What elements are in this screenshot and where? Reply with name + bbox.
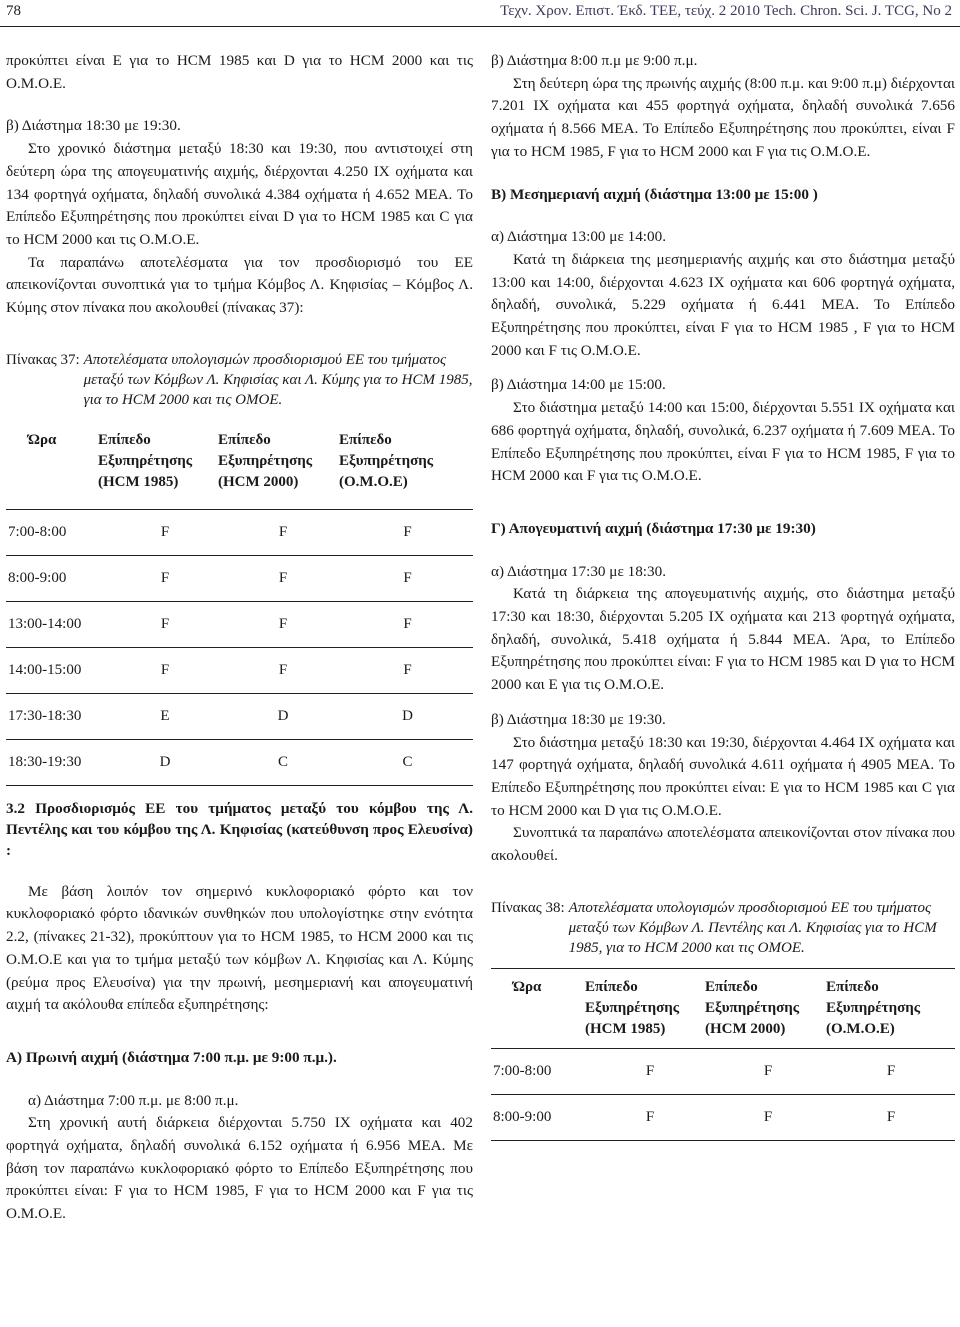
paragraph: Κατά τη διάρκεια της μεσημεριανής αιχμής και στο διάστημα μεταξύ 13:00 και 14:00, διέρχονται 4.623 IX οχήματα και 606 φορτηγά οχήματα, δηλαδή, συνολικά, 5.229 οχήματα ή 6.441 ΜΕΑ. Το Επίπεδο Εξυπηρέτησης που προκύπτει, είναι F για το HCM 1985 , F για το HCM 2000 και F τις Ο.Μ.Ο.Ε. — [491, 250, 955, 359]
interval-heading: β) Διάστημα 8:00 π.μ με 9:00 π.μ. — [491, 52, 698, 69]
header-cell: Ώρα — [28, 431, 57, 448]
time-cell: 7:00-8:00 — [493, 1062, 552, 1079]
time-cell: 18:30-19:30 — [8, 753, 82, 770]
los-cell: D — [402, 707, 413, 724]
page-number: 78 — [6, 3, 21, 19]
interval-heading: β) Διάστημα 18:30 με 19:30. — [6, 117, 181, 135]
table-38-caption — [491, 898, 955, 958]
table-body — [6, 510, 473, 786]
los-cell: F — [278, 615, 288, 632]
table-rule — [491, 1140, 955, 1141]
los-cell: C — [277, 753, 288, 770]
los-cell: F — [763, 1062, 773, 1079]
table-37-caption — [6, 350, 473, 410]
los-cell: F — [160, 569, 170, 586]
table-row — [6, 510, 473, 555]
running-title: Τεχν. Χρον. Επιστ. Έκδ. ΤΕΕ, τεύχ. 2 2010 Tech. Chron. Sci. J. TCG, No 2 — [500, 3, 952, 19]
los-cell: F — [278, 569, 288, 586]
los-cell: F — [278, 661, 288, 678]
header-cell: Ώρα — [513, 978, 542, 995]
time-cell: 8:00-9:00 — [493, 1108, 552, 1125]
table-header-row — [6, 430, 473, 493]
time-cell: 8:00-9:00 — [8, 569, 67, 586]
header-cell: Επίπεδο Εξυπηρέτησης (HCM 1985) — [585, 978, 680, 1037]
los-cell: F — [403, 615, 412, 632]
interval-heading: β) Διάστημα 14:00 με 15:00. — [491, 376, 666, 394]
time-cell: 13:00-14:00 — [8, 615, 82, 632]
los-cell: F — [645, 1108, 655, 1125]
paragraph: Συνοπτικά τα παραπάνω αποτελέσματα απεικονίζονται στον πίνακα που ακολουθεί. — [491, 824, 955, 865]
los-cell: F — [763, 1108, 773, 1125]
los-cell: F — [403, 523, 412, 540]
paragraph: Στο διάστημα μεταξύ 18:30 και 19:30, διέρχονται 4.464 IX οχήματα και 147 φορτηγά οχήματα, δηλαδή συνολικά 4.611 οχήματα ή 4905 ΜΕΑ. Το Επίπεδο Εξυπηρέτησης που προκύπτει είναι: E για το HCM 1985 και C για το HCM 2000 και D για τις Ο.Μ.Ο.Ε. — [491, 733, 955, 819]
interval-heading: α) Διάστημα 7:00 π.μ. με 8:00 π.μ. — [28, 1091, 239, 1109]
table-38 — [491, 977, 955, 1141]
header-cell: Επίπεδο Εξυπηρέτησης (Ο.Μ.Ο.Ε) — [826, 978, 921, 1037]
header-cell: Επίπεδο Εξυπηρέτησης (Ο.Μ.Ο.Ε) — [339, 431, 434, 490]
header-cell: Επίπεδο Εξυπηρέτησης (HCM 2000) — [705, 978, 800, 1037]
table-row — [6, 556, 473, 601]
paragraph: Στο χρονικό διάστημα μεταξύ 18:30 και 19:30, που αντιστοιχεί στη δεύτερη ώρα της απογευματινής αιχμής, διέρχονται 4.250 IX οχήματα και 134 φορτηγά οχήματα, δηλαδή συνολικά 4.384 οχήματα ή 4.652 ΜΕΑ. Το Επίπεδο Εξυπηρέτησης που προκύπτει είναι D για το HCM 1985 και C για το HCM 2000 και τις Ο.Μ.Ο.Ε. — [6, 140, 473, 248]
header-cell: Επίπεδο Εξυπηρέτησης (HCM 1985) — [98, 431, 193, 490]
table-row — [6, 602, 473, 647]
los-cell: F — [645, 1062, 655, 1079]
los-cell: E — [160, 707, 170, 724]
right-column — [491, 50, 955, 1141]
table-caption-label: Πίνακας 38: — [491, 899, 565, 916]
paragraph: Στη δεύτερη ώρα της πρωινής αιχμής (8:00 π.μ. και 9:00 π.μ) διέρχονται 7.201 IX οχήματα και 455 φορτηγά οχήματα, δηλαδή συνολικά 7.656 οχήματα ή 8.566 ΜΕΑ. Το Επίπεδο Εξυπηρέτησης που προκύπτει, είναι F για το HCM 1985, F για το HCM 2000 και F για τις Ο.Μ.Ο.Ε. — [491, 74, 955, 160]
los-cell: F — [403, 661, 412, 678]
table-row — [6, 694, 473, 739]
page-header — [0, 0, 960, 28]
los-cell: F — [886, 1108, 896, 1125]
table-caption-text: Αποτελέσματα υπολογισμών προσδιορισμού ΕΕ του τμήματος μεταξύ των Κόμβων Λ. Πεντέλης και Λ. Κηφισίας για το HCM 1985, για το HCM 2000 και τις ΟΜΟΕ. — [568, 899, 937, 956]
los-cell: F — [160, 523, 170, 540]
paragraph: Στη χρονική αυτή διάρκεια διέρχονται 5.750 IX οχήματα και 402 φορτηγά οχήματα, δηλαδή συνολικά 6.152 οχήματα ή 6.956 ΜΕΑ. Με βάση τον παραπάνω κυκλοφοριακό φόρτο το Επίπεδο Εξυπηρέτησης που προκύπτει είναι: F για το HCM 1985, F για το HCM 2000 και F για τις Ο.Μ.Ο.Ε. — [6, 1114, 473, 1223]
interval-heading: α) Διάστημα 13:00 με 14:00. — [491, 228, 667, 246]
table-caption-text: Αποτελέσματα υπολογισμών προσδιορισμού ΕΕ του τμήματος μεταξύ των Κόμβων Λ. Κηφισίας και Λ. Κύμης για το HCM 1985, για το HCM 2000 και τις ΟΜΟΕ. — [83, 351, 473, 408]
los-cell: F — [278, 523, 288, 540]
los-cell: D — [159, 753, 171, 770]
table-row — [6, 648, 473, 693]
paragraph: προκύπτει είναι E για το HCM 1985 και D για το HCM 2000 και τις Ο.Μ.Ο.Ε. — [6, 52, 473, 92]
subsection-heading: Α) Πρωινή αιχμή (διάστημα 7:00 π.μ. με 9:00 π.μ.). — [6, 1048, 337, 1066]
los-cell: F — [160, 615, 170, 632]
los-cell: D — [277, 707, 289, 724]
header-cell: Επίπεδο Εξυπηρέτησης (HCM 2000) — [218, 431, 313, 490]
paragraph: Τα παραπάνω αποτελέσματα για τον προσδιορισμό του ΕΕ απεικονίζονται συνοπτικά για το τμήμα Κόμβος Λ. Κηφισίας – Κόμβος Λ. Κύμης στον πίνακα που ακολουθεί (πίνακας 37): — [6, 253, 473, 317]
interval-heading: β) Διάστημα 18:30 με 19:30. — [491, 710, 666, 728]
header-rule — [0, 26, 960, 27]
table-body — [491, 1049, 955, 1141]
paragraph: Κατά τη διάρκεια της απογευματινής αιχμής, στο διάστημα μεταξύ 17:30 και 18:30, διέρχονται 5.205 IX οχήματα και 213 φορτηγά οχήματα, δηλαδή, συνολικά, 5.418 οχήματα ή 5.844 ΜΕΑ. Άρα, το Επίπεδο Εξυπηρέτησης που προκύπτει είναι: F για το HCM 1985 και D για το HCM 2000 και E για τις Ο.Μ.Ο.Ε. — [491, 585, 955, 694]
paragraph: Με βάση λοιπόν τον σημερινό κυκλοφοριακό φόρτο και τον κυκλοφοριακό φόρτο ιδανικών συνθηκών που υπολογίστηκε στην ενότητα 2.2, (πίνακες 21-32), προκύπτουν για το HCM 1985, το HCM 2000 και τις Ο.Μ.Ο.Ε και για το τμήμα μεταξύ των κόμβων Λ. Κηφισίας και Λ. Κύμης (ρεύμα προς Ελευσίνα) για την πρωινή, μεσημεριανή και απογευματινή αιχμή τα ακόλουθα επίπεδα εξυπηρέτησης: — [6, 882, 473, 1014]
los-cell: F — [403, 569, 412, 586]
interval-heading: α) Διάστημα 17:30 με 18:30. — [491, 562, 667, 580]
left-column — [6, 50, 473, 1226]
table-row — [491, 1095, 955, 1140]
table-37 — [6, 430, 473, 786]
subsection-heading: Γ) Απογευματινή αιχμή (διάστημα 17:30 με 19:30) — [491, 519, 816, 537]
time-cell: 14:00-15:00 — [8, 661, 82, 678]
time-cell: 7:00-8:00 — [8, 523, 67, 540]
paragraph: Στο διάστημα μεταξύ 14:00 και 15:00, διέρχονται 5.551 IX οχήματα και 686 φορτηγά οχήματα, δηλαδή, συνολικά, 6.237 οχήματα ή 7.609 ΜΕΑ. Το Επίπεδο Εξυπηρέτησης που προκύπτει, είναι F για το HCM 1985, F για το HCM 2000 και F για τις Ο.Μ.Ο.Ε. — [491, 399, 955, 485]
section-title: 3.2 Προσδιορισμός ΕΕ του τμήματος μεταξύ του κόμβου της Λ. Πεντέλης και του κόμβου της Λ. Κηφισίας (κατεύθυνση προς Ελευσίνα) : — [6, 799, 473, 859]
table-header-row — [491, 977, 955, 1040]
los-cell: F — [160, 661, 170, 678]
table-caption-label: Πίνακας 37: — [6, 351, 80, 368]
time-cell: 17:30-18:30 — [8, 707, 82, 724]
subsection-heading: Β) Μεσημεριανή αιχμή (διάστημα 13:00 με 15:00 ) — [491, 185, 818, 203]
los-cell: F — [886, 1062, 896, 1079]
los-cell: C — [402, 753, 413, 770]
table-row — [491, 1049, 955, 1094]
table-row — [6, 740, 473, 785]
